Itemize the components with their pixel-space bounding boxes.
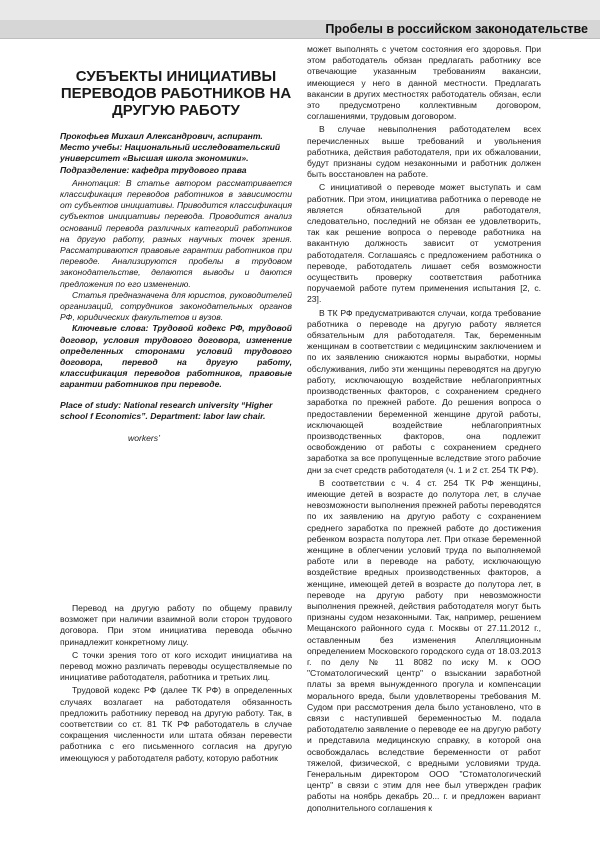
body-paragraph: С точки зрения того от кого исходит инициатива на перевод можно различать переводы осуществляемые по инициативе работодателя, работника и третьих лиц. — [60, 649, 292, 683]
workers-fragment: workers’ — [128, 433, 160, 443]
body-paragraph: В случае невыполнения работодателем всех перечисленных выше требований и увольнения работника, действия работодателя, при их обжаловании, будут признаны судом незаконными и работник должен быть восстановлен на работе. — [307, 124, 541, 180]
left-column — [60, 68, 292, 391]
running-header-title: Пробелы в российском законодательстве — [325, 22, 588, 36]
author-info: Прокофьев Михаил Александрович, аспирант. Место учебы: Национальный исследовательский университет «Высшая школа экономики». Подразделение: кафедра трудового права — [60, 131, 281, 175]
place-of-study: Place of study: National research university “Higher school f Economics”. Department: labor law chair. — [60, 400, 273, 422]
body-paragraph: В ТК РФ предусматриваются случаи, когда требование работника о переводе на другую работу является обязательным для работодателя. Так, беременным женщинам в соответствии с медицинским заключением и по их заявлению снижаются нормы выработки, нормы обслуживания, либо эти женщины переводятся на другую работу, исключающую воздействие неблагоприятных производственных факторов, с сохранением среднего заработка по прежней работе. До решения вопроса о предоставлении беременной женщине другой работы, исключающей воздействие неблагоприятных производственных факторов, она подлежит освобождению от работы с сохранением среднего заработка за все пропущенные вследствие этого рабочие дни за счет средств работодателя (ч. 1 и 2 ст. 254 ТК РФ). — [307, 307, 541, 475]
right-column — [307, 44, 541, 816]
body-paragraph: С инициативой о переводе может выступать и сам работник. При этом, инициатива работника о переводе не является обязательной для работодателя, следовательно, последний не обязан ее удовлетворить, так как решение вопроса о переводе работника на вакантную должность зависит от усмотрения работодателя. Соглашаясь с предложением работника о переводе, работодатель лишает себя возможности осуществить проверку соответствия работника поручаемой работе путем применения испытания [2, с. 23]. — [307, 182, 541, 305]
abstract — [60, 178, 292, 324]
keywords: Ключевые слова: Трудовой кодекс РФ, трудовой договор, условия трудового договора, изменение определенных сторонами условий трудового договора, перевод на другую работу, классификация переводов работников, правовые гарантии работников при переводе. — [60, 323, 292, 390]
abstract-paragraph: Аннотация: В статье автором рассматривается классификация переводов работников в зависимости от субъектов инициативы. Приводится классификация субъектов инициативы перевода. Проводится анализ оснований перевода различных категорий работников на другую работу, разных научных точек зрения. Рассматриваются правовые гарантии работников при переводе. Анализируются пробелы в трудовом законодательстве, делаются выводы и даются предложения по его изменению. — [60, 177, 292, 289]
body-paragraph: В соответствии с ч. 4 ст. 254 ТК РФ женщины, имеющие детей в возрасте до полутора лет, в случае невозможности выполнения прежней работы переводятся по их заявлению на другую работу с сохранением среднего заработка по прежней работе до достижения ребенком возраста полутора лет. При отказе беременной женщине в облегчении условий труда по выполняемой работе или в переводе на работу, исключающую воздействие вредных производственных факторов, а женщине, имеющей детей в возрасте до полутора лет, в переводе на другую работу при невозможности выполнения прежней, действия работодателя могут быть признаны судом незаконными. Так, например, решением Мещанского районного суда г. Москвы от 27.11.2012 г., оставленным без изменения Апелляционным определением Московского городского суда от 18.03.2013 г. по делу № 11 8082 по иску М. к ООО "Стоматологический центр" о взыскании заработной платы за время вынужденного прогула и компенсации морального вреда, были удовлетворены требования М. Судом при рассмотрения дела было установлено, что в связи с наступившей беременностью М. подала работодателю заявление о переводе ее на другую работу и представила медицинскую справку, в которой она освобождалась вследствие беременности от работ тяжелой, физической, с вредными условиями труда. Генеральным директором ООО "Стоматологический центр" в связи с этим для нее был утвержден график работы на ноябрь декабрь 20... г. и предложен вариант дополнительного соглашения к — [307, 477, 541, 813]
body-paragraph: Перевод на другую работу по общему правилу возможет при наличии взаимной воли сторон трудового договора. При этом инициатива перевода обычно принадлежит конкретному лицу. — [60, 603, 292, 647]
abstract-paragraph: Статья предназначена для юристов, руководителей организаций, сотрудников законодательных органов РФ, юридических факультетов и вузов. — [60, 289, 292, 323]
header-bar — [0, 0, 600, 20]
left-body-text — [60, 603, 292, 766]
article-title: СУБЪЕКТЫ ИНИЦИАТИВЫ ПЕРЕВОДОВ РАБОТНИКОВ НА ДРУГУЮ РАБОТУ — [60, 68, 292, 119]
body-paragraph: Трудовой кодекс РФ (далее ТК РФ) в определенных случаях возлагает на работодателя обязанность предложить работнику перевод на другую работу. Так, в соответствии со ст. 81 ТК РФ работодатель в случае сокращения численности или штата обязан перевести работника с его письменного согласия на другую имеющуюся у работодателя работу, которую работник — [60, 685, 292, 763]
body-paragraph: может выполнять с учетом состояния его здоровья. При этом работодатель обязан предлагать работнику все отвечающие указанным требованиям вакансии, имеющиеся у него в данной местности. Предлагать вакансии в других местностях работодатель обязан, если это предусмотрено коллективным договором, соглашениями, трудовым договором. — [307, 44, 541, 122]
